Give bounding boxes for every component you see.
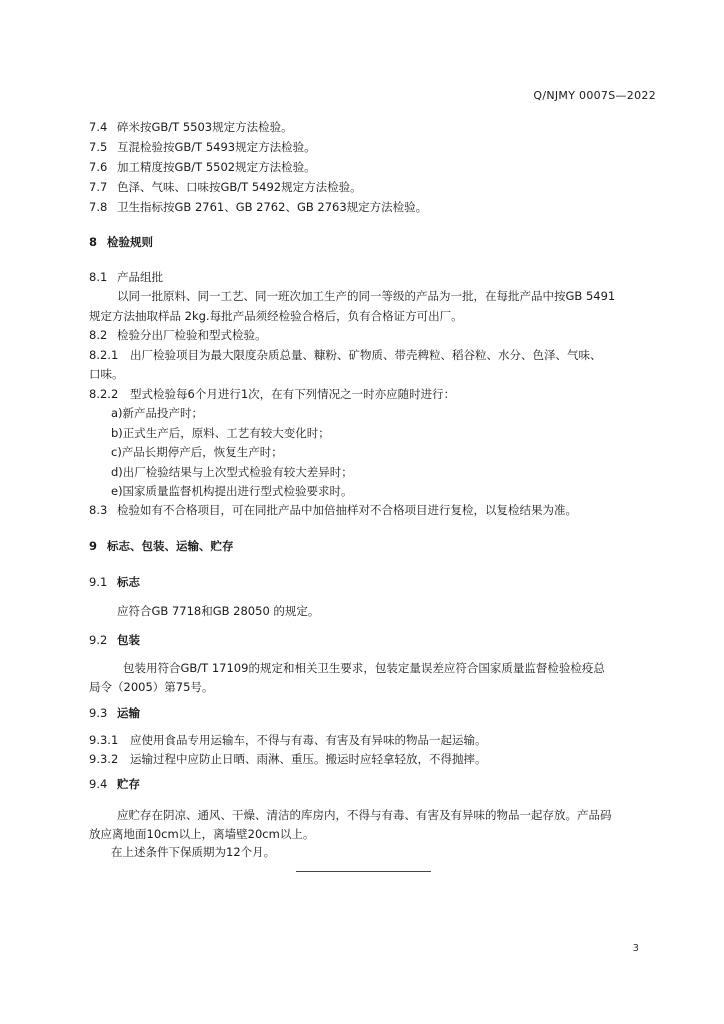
list-item: 7.7 色泽、气味、口味按GB/T 5492规定方法检验。: [89, 180, 362, 194]
paragraph-line: 局令（2005）第75号。: [89, 680, 214, 694]
section-heading: 8 检验规则: [89, 235, 153, 249]
subsection-heading: 9.2 包装: [89, 633, 140, 647]
list-item: 7.4 碎米按GB/T 5503规定方法检验。: [89, 120, 293, 134]
clause: 8.2.1 出厂检验项目为最大限度杂质总量、糠粉、矿物质、带壳稗粒、稻谷粒、水分、色泽、气味、: [89, 348, 602, 362]
subsection-heading: 9.4 贮存: [89, 777, 140, 791]
paragraph-line: 以同一批原料、同一工艺、同一班次加工生产的同一等级的产品为一批，在每批产品中按GB 5491: [117, 289, 616, 303]
paragraph-line: 包装用符合GB/T 17109的规定和相关卫生要求，包装定量误差应符合国家质量监督检验检疫总: [123, 661, 605, 675]
paragraph-line: 应贮存在阴凉、通风、干燥、清洁的库房内，不得与有毒、有害及有异味的物品一起存放。产品码: [117, 808, 612, 822]
list-item: 7.5 互混检验按GB/T 5493规定方法检验。: [89, 140, 316, 154]
clause: 8.2.2 型式检验每6个月进行1次，在有下列情况之一时亦应随时进行：: [89, 387, 456, 401]
list-item: c)产品长期停产后，恢复生产时；: [111, 445, 283, 459]
list-item: 7.8 卫生指标按GB 2761、GB 2762、GB 2763规定方法检验。: [89, 200, 428, 214]
page-number: 3: [632, 943, 639, 954]
paragraph-line: 应符合GB 7718和GB 28050 的规定。: [117, 604, 320, 618]
section-heading: 9 标志、包装、运输、贮存: [89, 539, 234, 553]
subsection-heading: 9.1 标志: [89, 575, 140, 589]
paragraph-line: 放应离地面10cm以上，离墙壁20cm以上。: [89, 827, 315, 841]
paragraph-line: 在上述条件下保质期为12个月。: [111, 845, 276, 859]
subsection-heading: 8.2 检验分出厂检验和型式检验。: [89, 328, 267, 342]
list-item: b)正式生产后，原料、工艺有较大变化时；: [111, 426, 330, 440]
end-divider: [296, 871, 431, 872]
paragraph-line: 规定方法抽取样品 2kg.每批产品须经检验合格后，负有合格证方可出厂。: [89, 309, 463, 323]
clause: 9.3.1 应使用食品专用运输车，不得与有毒、有害及有异味的物品一起运输。: [89, 733, 487, 747]
clause: 9.3.2 运输过程中应防止日晒、雨淋、重压。搬运时应轻拿轻放，不得抛摔。: [89, 752, 487, 766]
subsection-heading: 9.3 运输: [89, 706, 140, 720]
subsection-heading: 8.1 产品组批: [89, 270, 163, 284]
list-item: d)出厂检验结果与上次型式检验有较大差异时；: [111, 465, 353, 479]
list-item: a)新产品投产时；: [111, 406, 204, 420]
list-item: e)国家质量监督机构提出进行型式检验要求时。: [111, 484, 353, 498]
paragraph-line: 口味。: [89, 367, 124, 381]
document-code: Q/NJMY 0007S—2022: [533, 89, 656, 102]
list-item: 7.6 加工精度按GB/T 5502规定方法检验。: [89, 160, 316, 174]
subsection-heading: 8.3 检验如有不合格项目，可在同批产品中加倍抽样对不合格项目进行复检，以复检结果为准。: [89, 503, 577, 517]
